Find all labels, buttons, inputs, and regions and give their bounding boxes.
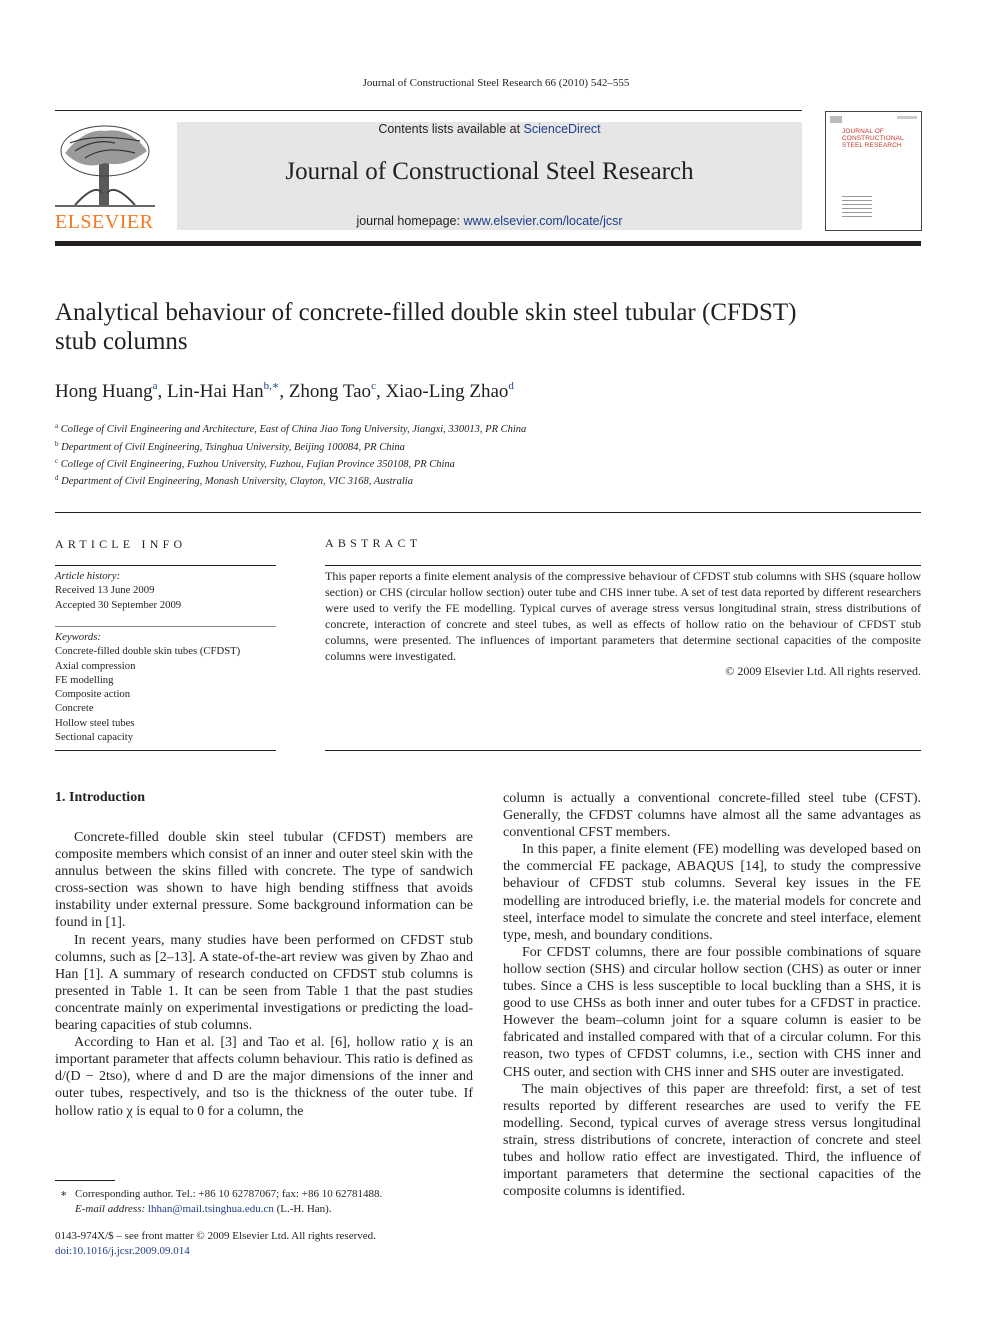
author-affiliation-mark[interactable]: d <box>508 380 514 392</box>
journal-cover-thumbnail[interactable] <box>825 111 922 231</box>
keyword: Hollow steel tubes <box>55 716 135 729</box>
body-right-column <box>503 790 921 1200</box>
journal-banner <box>177 122 802 230</box>
cover-issue-mark <box>897 116 917 119</box>
author-name: Zhong Tao <box>288 381 372 402</box>
article-history: Article history: Received 13 June 2009 Accepted 30 September 2009 <box>55 570 182 611</box>
paragraph: The main objectives of this paper are threefold: first, a set of test results reported by different researches are used to verify the FE modelling. Second, typical curves of average stress versus longitudinal strain, stress distributions of concrete, interaction of concrete and steel tubes and hollow ratio effect are investigated. Third, the influence of important parameters that determine the sectional capacities of the composite columns is identified. <box>503 1081 921 1200</box>
paragraph: In this paper, a finite element (FE) modelling was developed based on the commercial FE package, ABAQUS [14], to study the compressive behaviour of CFDST stub columns. Several key issues in the FE modelling are introduced briefly, i.e. the material models for concrete and steel, interface model to simulate the concrete and steel interface, element type, mesh, and boundary conditions. <box>503 842 921 943</box>
footnote-star: ∗ <box>60 1188 68 1200</box>
keyword: FE modelling <box>55 673 114 686</box>
section-heading-introduction: 1. Introduction <box>55 790 145 805</box>
paragraph: According to Han et al. [3] and Tao et al. [6], hollow ratio χ is an important parameter that affects column behaviour. This ratio is defined as d/(D − 2tso), where d and D are the major dimensions of the inner and outer tubes, respectively, and tso is the thickness of the outer tube. If hollow ratio χ is equal to 0 for a column, the <box>55 1035 473 1119</box>
header-rule <box>55 110 802 111</box>
cover-publisher-mark <box>830 116 842 123</box>
homepage-link[interactable]: www.elsevier.com/locate/jcsr <box>463 214 623 228</box>
paragraph: Concrete-filled double skin steel tubular (CFDST) members are composite members which consist of an inner and outer steel skin with the annulus between the skins filled with concrete. The type of sandwich cross-section was shown to have high bending stiffness that avoids instability under external pressure. Some background information can be found in [1]. <box>55 830 473 931</box>
abstract-bottom-rule <box>325 750 921 751</box>
front-matter: 0143-974X/$ – see front matter © 2009 Elsevier Ltd. All rights reserved. doi:10.1016/j.jcsr.2009.09.014 <box>55 1229 475 1259</box>
corresponding-author-footnote: Corresponding author. Tel.: +86 10 62787067; fax: +86 10 62781488. E-mail address: lhhan@mail.tsinghua.edu.cn (L.-H. Han). <box>75 1188 383 1215</box>
author-name: Lin-Hai Han <box>167 381 264 402</box>
abstract-heading: ABSTRACT <box>325 536 422 550</box>
elsevier-tree-logo <box>55 123 155 216</box>
keyword: Concrete-filled double skin tubes (CFDST) <box>55 645 241 658</box>
keywords-list: Keywords: Concrete-filled double skin tubes (CFDST) Axial compression FE modelling Composite action Concrete Hollow steel tubes Sectional capacity <box>55 630 276 744</box>
keyword: Composite action <box>55 688 131 701</box>
author-name: Hong Huang <box>55 381 153 402</box>
keyword: Axial compression <box>55 659 136 672</box>
author-name: Xiao-Ling Zhao <box>385 381 509 402</box>
paragraph: column is actually a conventional concrete-filled steel tube (CFST). Generally, the CFDST columns have almost all the same advantages as conventional CFST members. <box>503 791 921 841</box>
doi-link[interactable]: doi:10.1016/j.jcsr.2009.09.014 <box>55 1245 190 1257</box>
cover-text-lines <box>842 196 872 220</box>
affiliation: $^d$ Department of Civil Engineering, Monash University, Clayton, VIC 3168, Australia <box>55 474 413 487</box>
paragraph: In recent years, many studies have been performed on CFDST stub columns, such as [2–13]. A state-of-the-art review was given by Zhao and Han [1]. A summary of research conducted on CFDST stub columns is presented in Table 1. It can be seen from Table 1 that the past studies concentrate mainly on experimental investigations or predicting the load-bearing capacities of stub columns. <box>55 932 473 1034</box>
running-head: Journal of Constructional Steel Research 66 (2010) 542–555 <box>362 77 630 89</box>
keywords-rule <box>55 626 276 627</box>
publisher-logo-text: ELSEVIER <box>55 211 154 233</box>
homepage-line: journal homepage: www.elsevier.com/locate/jcsr <box>356 214 623 228</box>
article-info-heading: ARTICLE INFO <box>55 537 187 551</box>
author-affiliation-mark[interactable]: c <box>371 380 376 392</box>
footnote-rule <box>55 1180 115 1181</box>
section-rule <box>55 512 921 513</box>
author-affiliation-mark[interactable]: a <box>152 380 158 392</box>
cover-title: JOURNAL OF CONSTRUCTIONAL STEEL RESEARCH <box>842 128 904 149</box>
paragraph: For CFDST columns, there are four possible combinations of square hollow section (SHS) and circular hollow section (CHS) as outer or inner tubes. Since a CHS is less susceptible to local buckling than a SHS, it is good to use CHSs as both inner and outer tubes for a CFDST in practice. However the beam–column joint for a square column is easier to be fabricated and installed compared with that of a circular column. For this reason, two types of CFDST columns, i.e., section with CHS inner and CHS outer, and section with CHS inner and SHS outer are investigated. <box>503 944 921 1080</box>
article-info-rule <box>55 565 276 566</box>
author-list: Hong Huang$^a$, Lin-Hai Han$^{b,∗}$, Zhong Tao$^c$, Xiao-Ling Zhao$^d$ <box>55 380 514 402</box>
abstract-copyright: © 2009 Elsevier Ltd. All rights reserved. <box>725 664 921 679</box>
keyword: Concrete <box>55 702 94 715</box>
author-affiliation-mark[interactable]: b,∗ <box>263 380 280 392</box>
abstract-rule <box>325 565 921 566</box>
abstract-text: This paper reports a finite element analysis of the compressive behaviour of CFDST stub columns with SHS (square hollow section) or CHS (circular hollow section) outer tube and CHS inner tube. A set of test data reported by different researchers were used to verify the FE modelling. Typical curves of average stress versus longitudinal strain, stress distributions of concrete, interaction of concrete and steel tubes, as well as effects of hollow ratio on the behaviour of CFDST stub columns, were presented. The influences of important parameters that determine sectional capacities of the composite columns were investigated. © 2009 Elsevier Ltd. All rights reserved. <box>325 569 921 679</box>
affiliation: $^c$ College of Civil Engineering, Fuzhou University, Fuzhou, Fujian Province 350108, PR China <box>55 457 455 470</box>
affiliation: $^a$ College of Civil Engineering and Architecture, East of China Jiao Tong University, Jiangxi, 330013, PR China <box>55 422 527 435</box>
sciencedirect-link[interactable]: ScienceDirect <box>523 122 601 136</box>
email-link[interactable]: lhhan@mail.tsinghua.edu.cn <box>147 1203 274 1215</box>
contents-line: Contents lists available at ScienceDirect <box>378 122 601 136</box>
article-title: Analytical behaviour of concrete-filled double skin steel tubular (CFDST) stub columns <box>55 299 797 355</box>
affiliation: $^b$ Department of Civil Engineering, Tsinghua University, Beijing 100084, PR China <box>55 440 405 453</box>
journal-title: Journal of Constructional Steel Research <box>285 158 694 185</box>
body-left-column <box>55 829 473 1120</box>
article-info-bottom-rule <box>55 750 276 751</box>
keyword: Sectional capacity <box>55 731 134 744</box>
header-thick-rule <box>55 241 921 246</box>
